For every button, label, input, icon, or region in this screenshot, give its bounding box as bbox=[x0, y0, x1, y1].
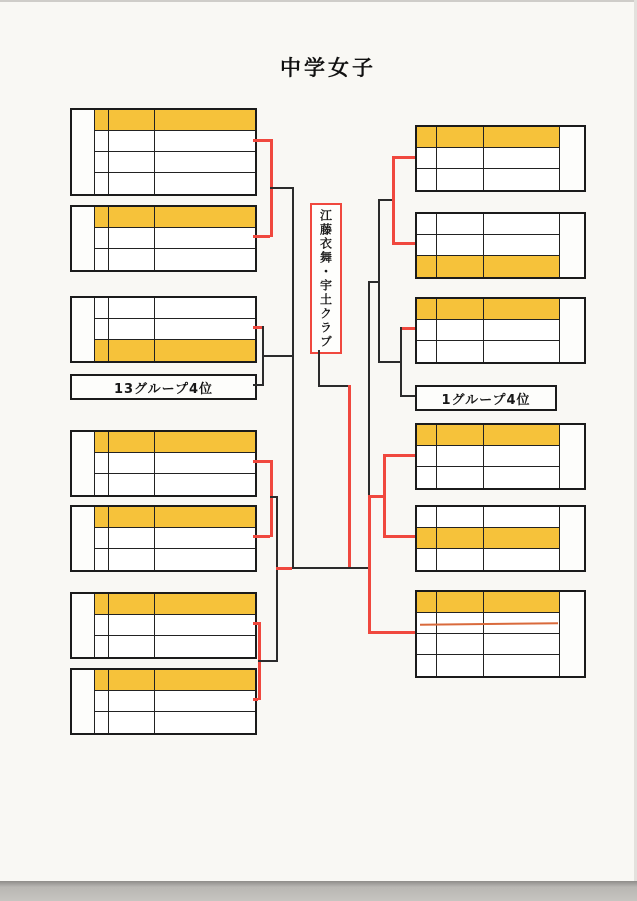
player-name bbox=[109, 249, 155, 270]
player-club bbox=[484, 148, 560, 169]
player-name bbox=[109, 298, 155, 319]
group-number bbox=[72, 110, 95, 194]
seed-cell bbox=[95, 432, 109, 453]
group-number bbox=[72, 207, 95, 270]
bracket-connector-line bbox=[383, 535, 415, 538]
group-number bbox=[72, 507, 95, 570]
player-club bbox=[155, 228, 255, 249]
bracket-connector-line bbox=[253, 139, 270, 142]
seed-cell bbox=[417, 214, 437, 235]
player-name bbox=[437, 507, 484, 528]
player-club bbox=[484, 341, 560, 362]
player-club bbox=[484, 425, 560, 446]
player-club bbox=[155, 507, 255, 528]
bracket-group-11 bbox=[415, 423, 586, 490]
bracket-group-5 bbox=[70, 505, 257, 572]
seed-cell bbox=[95, 319, 109, 340]
player-name bbox=[109, 528, 155, 549]
seed-cell bbox=[417, 148, 437, 169]
player-club bbox=[155, 528, 255, 549]
bracket-group-12 bbox=[415, 505, 586, 572]
player-club bbox=[155, 249, 255, 270]
seed-cell bbox=[95, 173, 109, 194]
group-number bbox=[560, 592, 584, 676]
player-club bbox=[484, 299, 560, 320]
player-club bbox=[484, 507, 560, 528]
bracket-connector-line bbox=[276, 496, 278, 662]
player-club bbox=[155, 110, 255, 131]
player-name bbox=[437, 256, 484, 277]
player-name bbox=[109, 615, 155, 636]
bracket-connector-line bbox=[378, 199, 380, 363]
player-club bbox=[484, 446, 560, 467]
group-number bbox=[72, 670, 95, 733]
bracket-group-13 bbox=[415, 590, 586, 678]
player-name bbox=[437, 169, 484, 190]
player-name bbox=[109, 152, 155, 173]
bracket-group-2 bbox=[70, 205, 257, 272]
player-club bbox=[155, 615, 255, 636]
bracket-group-9 bbox=[415, 212, 586, 279]
seed-cell bbox=[417, 320, 437, 341]
bracket-connector-line bbox=[292, 187, 294, 568]
seed-cell bbox=[417, 169, 437, 190]
player-club bbox=[484, 235, 560, 256]
player-name bbox=[437, 655, 484, 676]
seed-cell bbox=[417, 299, 437, 320]
group-number bbox=[72, 298, 95, 361]
bracket-connector-line bbox=[318, 350, 320, 386]
seed-cell bbox=[417, 256, 437, 277]
player-club bbox=[155, 712, 255, 733]
player-club bbox=[155, 453, 255, 474]
bracket-connector-line bbox=[400, 327, 415, 330]
bracket-connector-line bbox=[368, 495, 371, 633]
seed-cell bbox=[95, 453, 109, 474]
bracket-connector-line bbox=[378, 361, 400, 363]
player-name bbox=[437, 425, 484, 446]
player-name bbox=[437, 148, 484, 169]
bracket-connector-line bbox=[253, 235, 270, 238]
seed-cell bbox=[417, 341, 437, 362]
bracket-connector-line bbox=[253, 535, 270, 538]
player-name bbox=[109, 340, 155, 361]
bracket-group-6 bbox=[70, 592, 257, 659]
bracket-connector-line bbox=[368, 281, 378, 283]
player-name bbox=[437, 127, 484, 148]
player-name bbox=[109, 594, 155, 615]
qualifier-label-right: 1グループ4位 bbox=[415, 385, 557, 411]
scan-artifact-top bbox=[0, 0, 637, 2]
page-title: 中学女子 bbox=[280, 56, 376, 80]
seed-cell bbox=[417, 634, 437, 655]
champion-box: 江藤衣舞・宇土クラブ bbox=[310, 203, 342, 354]
player-club bbox=[155, 549, 255, 570]
player-name bbox=[437, 634, 484, 655]
player-club bbox=[155, 474, 255, 495]
player-name bbox=[109, 173, 155, 194]
bracket-connector-line bbox=[383, 454, 415, 457]
player-name bbox=[109, 636, 155, 657]
seed-cell bbox=[417, 592, 437, 613]
player-name bbox=[437, 214, 484, 235]
seed-cell bbox=[417, 507, 437, 528]
player-club bbox=[155, 298, 255, 319]
player-name bbox=[437, 592, 484, 613]
player-club bbox=[484, 467, 560, 488]
seed-cell bbox=[95, 340, 109, 361]
player-name bbox=[109, 453, 155, 474]
seed-cell bbox=[417, 127, 437, 148]
bracket-group-4 bbox=[70, 430, 257, 497]
player-club bbox=[484, 655, 560, 676]
player-name bbox=[109, 712, 155, 733]
bracket-group-10 bbox=[415, 297, 586, 364]
seed-cell bbox=[417, 467, 437, 488]
bracket-connector-line bbox=[270, 187, 292, 189]
bracket-connector-line bbox=[318, 385, 348, 387]
player-club bbox=[484, 592, 560, 613]
bracket-connector-line bbox=[383, 454, 386, 537]
player-club bbox=[155, 319, 255, 340]
seed-cell bbox=[95, 298, 109, 319]
player-name bbox=[437, 446, 484, 467]
seed-cell bbox=[95, 249, 109, 270]
seed-cell bbox=[95, 207, 109, 228]
player-name bbox=[437, 467, 484, 488]
player-club bbox=[155, 636, 255, 657]
seed-cell bbox=[95, 549, 109, 570]
player-name bbox=[109, 131, 155, 152]
bracket-connector-line bbox=[368, 495, 383, 498]
player-club bbox=[155, 173, 255, 194]
seed-cell bbox=[417, 655, 437, 676]
player-club bbox=[484, 549, 560, 570]
group-number bbox=[72, 594, 95, 657]
player-club bbox=[155, 340, 255, 361]
player-name bbox=[109, 691, 155, 712]
player-club bbox=[484, 634, 560, 655]
seed-cell bbox=[95, 507, 109, 528]
bracket-group-1 bbox=[70, 108, 257, 196]
player-name bbox=[109, 549, 155, 570]
bracket-connector-line bbox=[270, 460, 273, 537]
player-club bbox=[155, 670, 255, 691]
seed-cell bbox=[417, 235, 437, 256]
bracket-connector-line bbox=[253, 326, 262, 329]
player-name bbox=[109, 474, 155, 495]
seed-cell bbox=[95, 615, 109, 636]
bracket-connector-line bbox=[262, 355, 292, 357]
seed-cell bbox=[95, 110, 109, 131]
seed-cell bbox=[95, 712, 109, 733]
player-name bbox=[437, 528, 484, 549]
player-name bbox=[437, 235, 484, 256]
group-number bbox=[560, 425, 584, 488]
bracket-connector-line bbox=[348, 385, 351, 569]
seed-cell bbox=[417, 528, 437, 549]
seed-cell bbox=[95, 636, 109, 657]
player-club bbox=[155, 207, 255, 228]
bracket-connector-line bbox=[253, 384, 262, 386]
player-club bbox=[155, 152, 255, 173]
qualifier-label-left: 13グループ4位 bbox=[70, 374, 257, 400]
bracket-connector-line bbox=[368, 631, 415, 634]
bracket-group-3 bbox=[70, 296, 257, 363]
bracket-group-8 bbox=[415, 125, 586, 192]
bracket-connector-line bbox=[400, 327, 402, 397]
player-club bbox=[484, 127, 560, 148]
player-club bbox=[155, 131, 255, 152]
bracket-connector-line bbox=[400, 395, 415, 397]
bracket-connector-line bbox=[378, 199, 392, 201]
bracket-connector-line bbox=[276, 567, 292, 570]
player-name bbox=[109, 207, 155, 228]
player-name bbox=[109, 670, 155, 691]
seed-cell bbox=[95, 228, 109, 249]
group-number bbox=[560, 214, 584, 277]
bracket-connector-line bbox=[368, 281, 370, 496]
player-club bbox=[155, 691, 255, 712]
player-name bbox=[437, 341, 484, 362]
player-club bbox=[484, 214, 560, 235]
player-name bbox=[437, 299, 484, 320]
bracket-connector-line bbox=[253, 460, 270, 463]
bracket-group-7 bbox=[70, 668, 257, 735]
scan-artifact-bottom bbox=[0, 881, 637, 901]
seed-cell bbox=[95, 528, 109, 549]
group-number bbox=[560, 127, 584, 190]
seed-cell bbox=[95, 594, 109, 615]
player-club bbox=[484, 528, 560, 549]
seed-cell bbox=[417, 446, 437, 467]
player-name bbox=[109, 228, 155, 249]
player-name bbox=[437, 549, 484, 570]
player-club bbox=[484, 169, 560, 190]
seed-cell bbox=[95, 152, 109, 173]
player-club bbox=[155, 432, 255, 453]
player-name bbox=[109, 319, 155, 340]
player-name bbox=[109, 110, 155, 131]
group-number bbox=[560, 507, 584, 570]
group-number bbox=[560, 299, 584, 362]
bracket-connector-line bbox=[392, 242, 415, 245]
seed-cell bbox=[95, 691, 109, 712]
bracket-connector-line bbox=[392, 156, 415, 159]
seed-cell bbox=[95, 474, 109, 495]
group-number bbox=[72, 432, 95, 495]
player-club bbox=[484, 320, 560, 341]
seed-cell bbox=[417, 549, 437, 570]
bracket-connector-line bbox=[292, 567, 368, 569]
player-name bbox=[437, 320, 484, 341]
seed-cell bbox=[95, 670, 109, 691]
player-name bbox=[109, 507, 155, 528]
bracket-connector-line bbox=[392, 156, 395, 244]
seed-cell bbox=[417, 425, 437, 446]
player-club bbox=[484, 256, 560, 277]
bracket-connector-line bbox=[258, 660, 276, 662]
player-name bbox=[109, 432, 155, 453]
player-club bbox=[155, 594, 255, 615]
seed-cell bbox=[95, 131, 109, 152]
